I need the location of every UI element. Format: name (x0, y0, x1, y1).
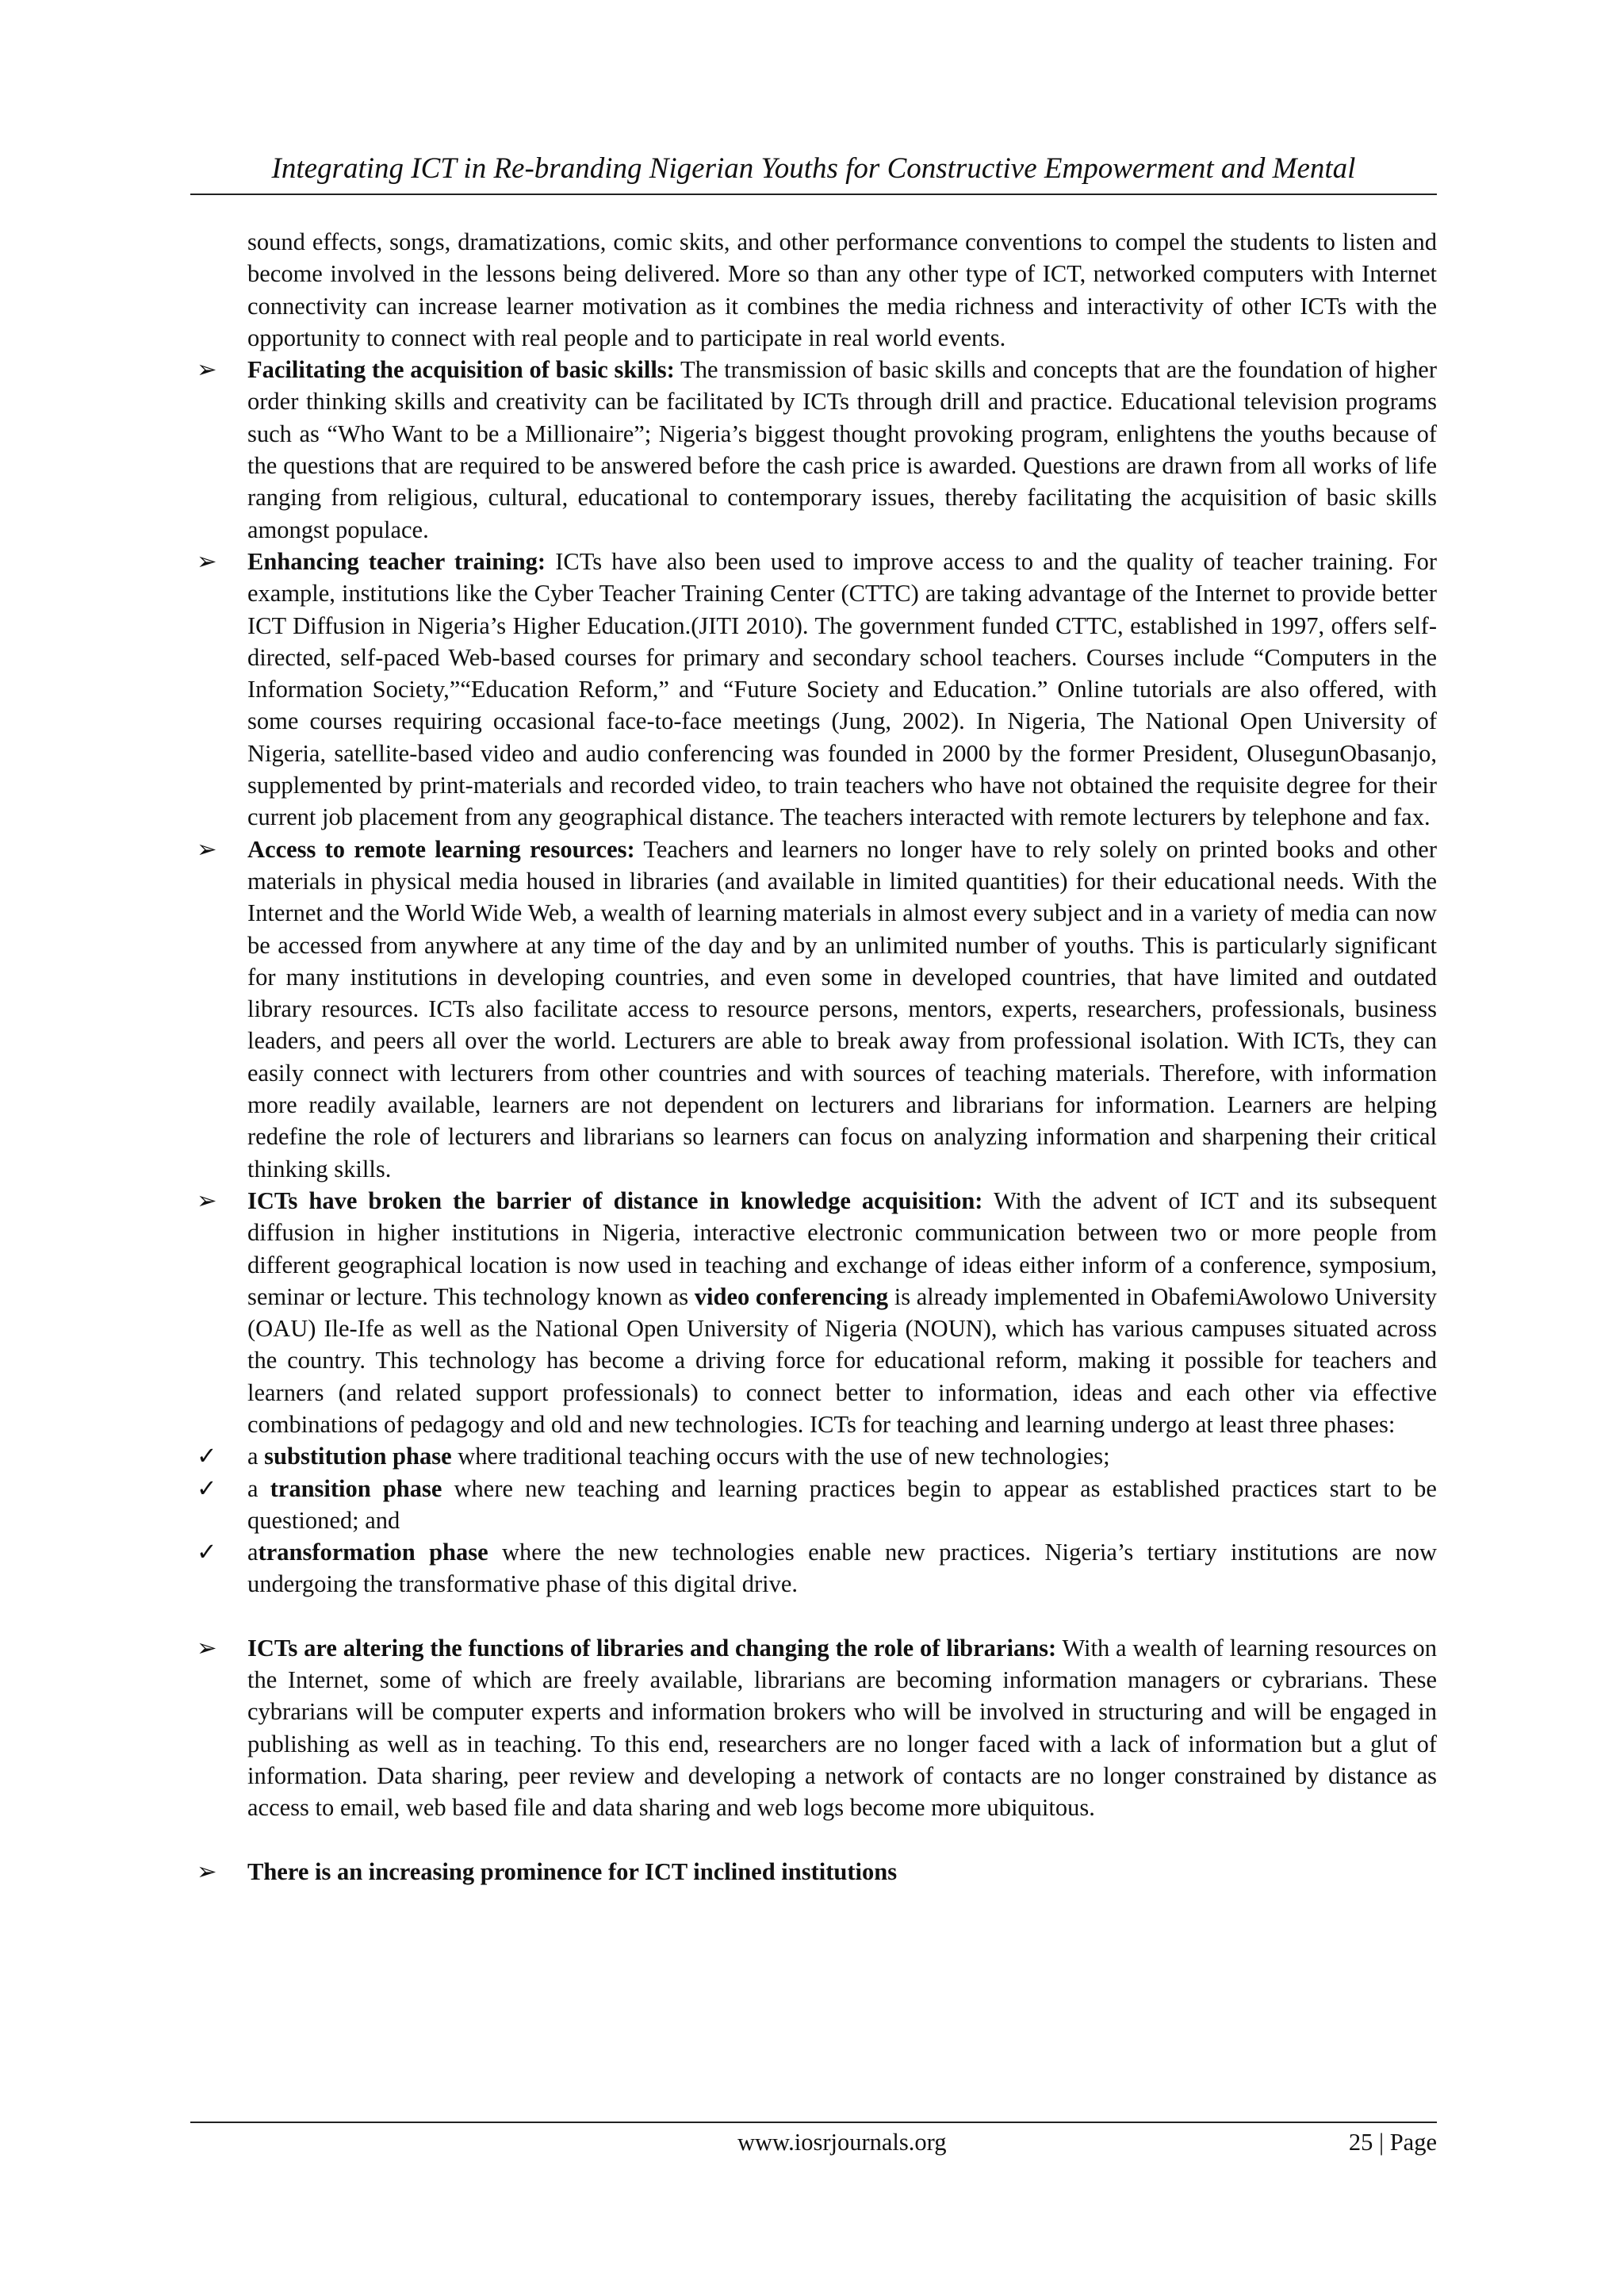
phase-heading: transformation phase (258, 1539, 488, 1566)
list-item-prominence (190, 1856, 1437, 1888)
arrow-bullet-icon: ➢ (197, 1857, 217, 1885)
running-header: Integrating ICT in Re-branding Nigerian Youths for Constructive Empowerment and Mental (271, 152, 1356, 185)
item-heading: Enhancing teacher training: (247, 547, 546, 575)
item-heading: ICTs have broken the barrier of distance in knowledge acquisition: (247, 1186, 983, 1214)
footer-rule (190, 2122, 1437, 2123)
phase-prefix: a (247, 1539, 259, 1566)
arrow-bullet-icon: ➢ (197, 356, 217, 384)
phase-heading: transition phase (270, 1474, 442, 1502)
phase-item-transition (190, 1473, 1437, 1537)
item-text: With the advent of ICT and its subsequent diffusion in higher institutions in Nigeria, interactive electronic communication between two or more people from different geographical location is now used in teaching and exchange of ideas either inform of a conference, symposium, seminar or lecture. This technology known as (247, 1186, 1438, 1310)
item-text: Teachers and learners no longer have to rely solely on printed books and other materials in physical media housed in libraries (and available in limited quantities) for their educational needs. With the Internet and the World Wide Web, a wealth of learning materials in almost every subject and in a variety of media can now be accessed from anywhere at any time of the day and by an unlimited number of youths. This is particularly significant for many institutions in developing countries, and even some in developed countries, that have limited and outdated library resources. ICTs also facilitate access to resource persons, mentors, experts, researchers, professionals, business leaders, and peers all over the world. Lecturers are able to break away from professional isolation. With ICTs, they can easily connect with lecturers from other countries and with sources of teaching materials. Therefore, with information more readily available, learners are not dependent on lecturers and librarians for information. Learners are helping redefine the role of lecturers and librarians so learners can focus on analyzing information and sharpening their critical thinking skills. (247, 835, 1437, 1182)
item-heading: ICTs are altering the functions of libraries and changing the role of librarians: (247, 1634, 1057, 1662)
checkmark-bullet-icon: ✓ (197, 1474, 217, 1502)
phase-prefix: a (247, 1443, 265, 1470)
item-text: is already implemented in ObafemiAwolowo University (OAU) Ile-Ife as well as the National Open University of Nigeria (NOUN), which has various campuses situated across the country. This technology has become a driving force for educational reform, making it possible for teachers and learners (and related support professionals) to connect better to information, ideas and each other via effective combinations of pedagogy and old and new technologies. ICTs for teaching and learning undergo at least three phases: (247, 1282, 1437, 1438)
spacer (190, 1600, 1437, 1632)
item-emphasis: video conferencing (694, 1282, 889, 1310)
list-item-libraries (190, 1632, 1437, 1824)
list-item-distance-barrier (190, 1185, 1437, 1440)
spacer (190, 1824, 1437, 1856)
phase-heading: substitution phase (264, 1443, 452, 1470)
arrow-bullet-icon: ➢ (197, 835, 217, 863)
phase-text: where new teaching and learning practices begin to appear as established practices start to be questioned; and (247, 1474, 1437, 1534)
item-heading: Facilitating the acquisition of basic skills: (247, 356, 675, 384)
phase-prefix: a (247, 1474, 270, 1502)
arrow-bullet-icon: ➢ (197, 1186, 217, 1214)
intro-paragraph: sound effects, songs, dramatizations, comic skits, and other performance conventions to compel the students to listen and become involved in the lessons being delivered. More so than any other type of ICT, networked computers with Internet connectivity can increase learner motivation as it combines the media richness and interactivity of other ICTs with the opportunity to connect with real people and to participate in real world events. (247, 228, 1437, 351)
list-item-teacher-training (190, 546, 1437, 834)
checkmark-bullet-icon: ✓ (197, 1539, 217, 1566)
arrow-bullet-icon: ➢ (197, 1634, 217, 1662)
footer-url: www.iosrjournals.org (737, 2129, 947, 2156)
phase-item-transformation (190, 1536, 1437, 1600)
item-text: ICTs have also been used to improve access to and the quality of teacher training. For example, institutions like the Cyber Teacher Training Center (CTTC) are taking advantage of the Internet to provide better ICT Diffusion in Nigeria’s Higher Education.(JITI 2010). The government funded CTTC, established in 1997, offers self-directed, self-paced Web-based courses for primary and secondary school teachers. Courses include “Computers in the Information Society,”“Education Reform,” and “Future Society and Education.” Online tutorials are also offered, with some courses requiring occasional face-to-face meetings (Jung, 2002). In Nigeria, The National Open University of Nigeria, satellite-based video and audio conferencing was founded in 2000 by the former President, OlusegunObasanjo, supplemented by print-materials and recorded video, to train teachers who have not obtained the requisite degree for their current job placement from any geographical distance. The teachers interacted with remote lecturers by telephone and fax. (247, 547, 1437, 831)
page-number: 25 | Page (1348, 2129, 1437, 2156)
phase-item-substitution (190, 1440, 1437, 1472)
list-item-remote-resources (190, 834, 1437, 1185)
item-heading: Access to remote learning resources: (247, 835, 635, 863)
list-item-basic-skills (190, 354, 1437, 546)
item-text: The transmission of basic skills and concepts that are the foundation of higher order thinking skills and creativity can be facilitated by ICTs through drill and practice. Educational television programs such as “Who Want to be a Millionaire”; Nigeria’s biggest thought provoking program, enlightens the youths because of the questions that are required to be answered before the cash price is awarded. Questions are drawn from all works of life ranging from religious, cultural, educational to contemporary issues, thereby facilitating the acquisition of basic skills amongst populace. (247, 356, 1437, 543)
page-body (190, 226, 1437, 1888)
header-rule (190, 194, 1437, 195)
item-heading: There is an increasing prominence for ICT inclined institutions (247, 1857, 898, 1885)
checkmark-bullet-icon: ✓ (197, 1443, 217, 1470)
phase-text: where traditional teaching occurs with the use of new technologies; (451, 1443, 1110, 1470)
arrow-bullet-icon: ➢ (197, 547, 217, 575)
item-text: With a wealth of learning resources on the Internet, some of which are freely available, librarians are becoming information managers or cybrarians. These cybrarians will be computer experts and information brokers who will be involved in structuring and will be engaged in publishing as well as in teaching. To this end, researchers are no longer faced with a lack of information but a glut of information. Data sharing, peer review and developing a network of contacts are no longer constrained by distance as access to email, web based file and data sharing and web logs become more ubiquitous. (247, 1634, 1437, 1822)
phase-text: where the new technologies enable new practices. Nigeria’s tertiary institutions are now undergoing the transformative phase of this digital drive. (247, 1539, 1437, 1598)
